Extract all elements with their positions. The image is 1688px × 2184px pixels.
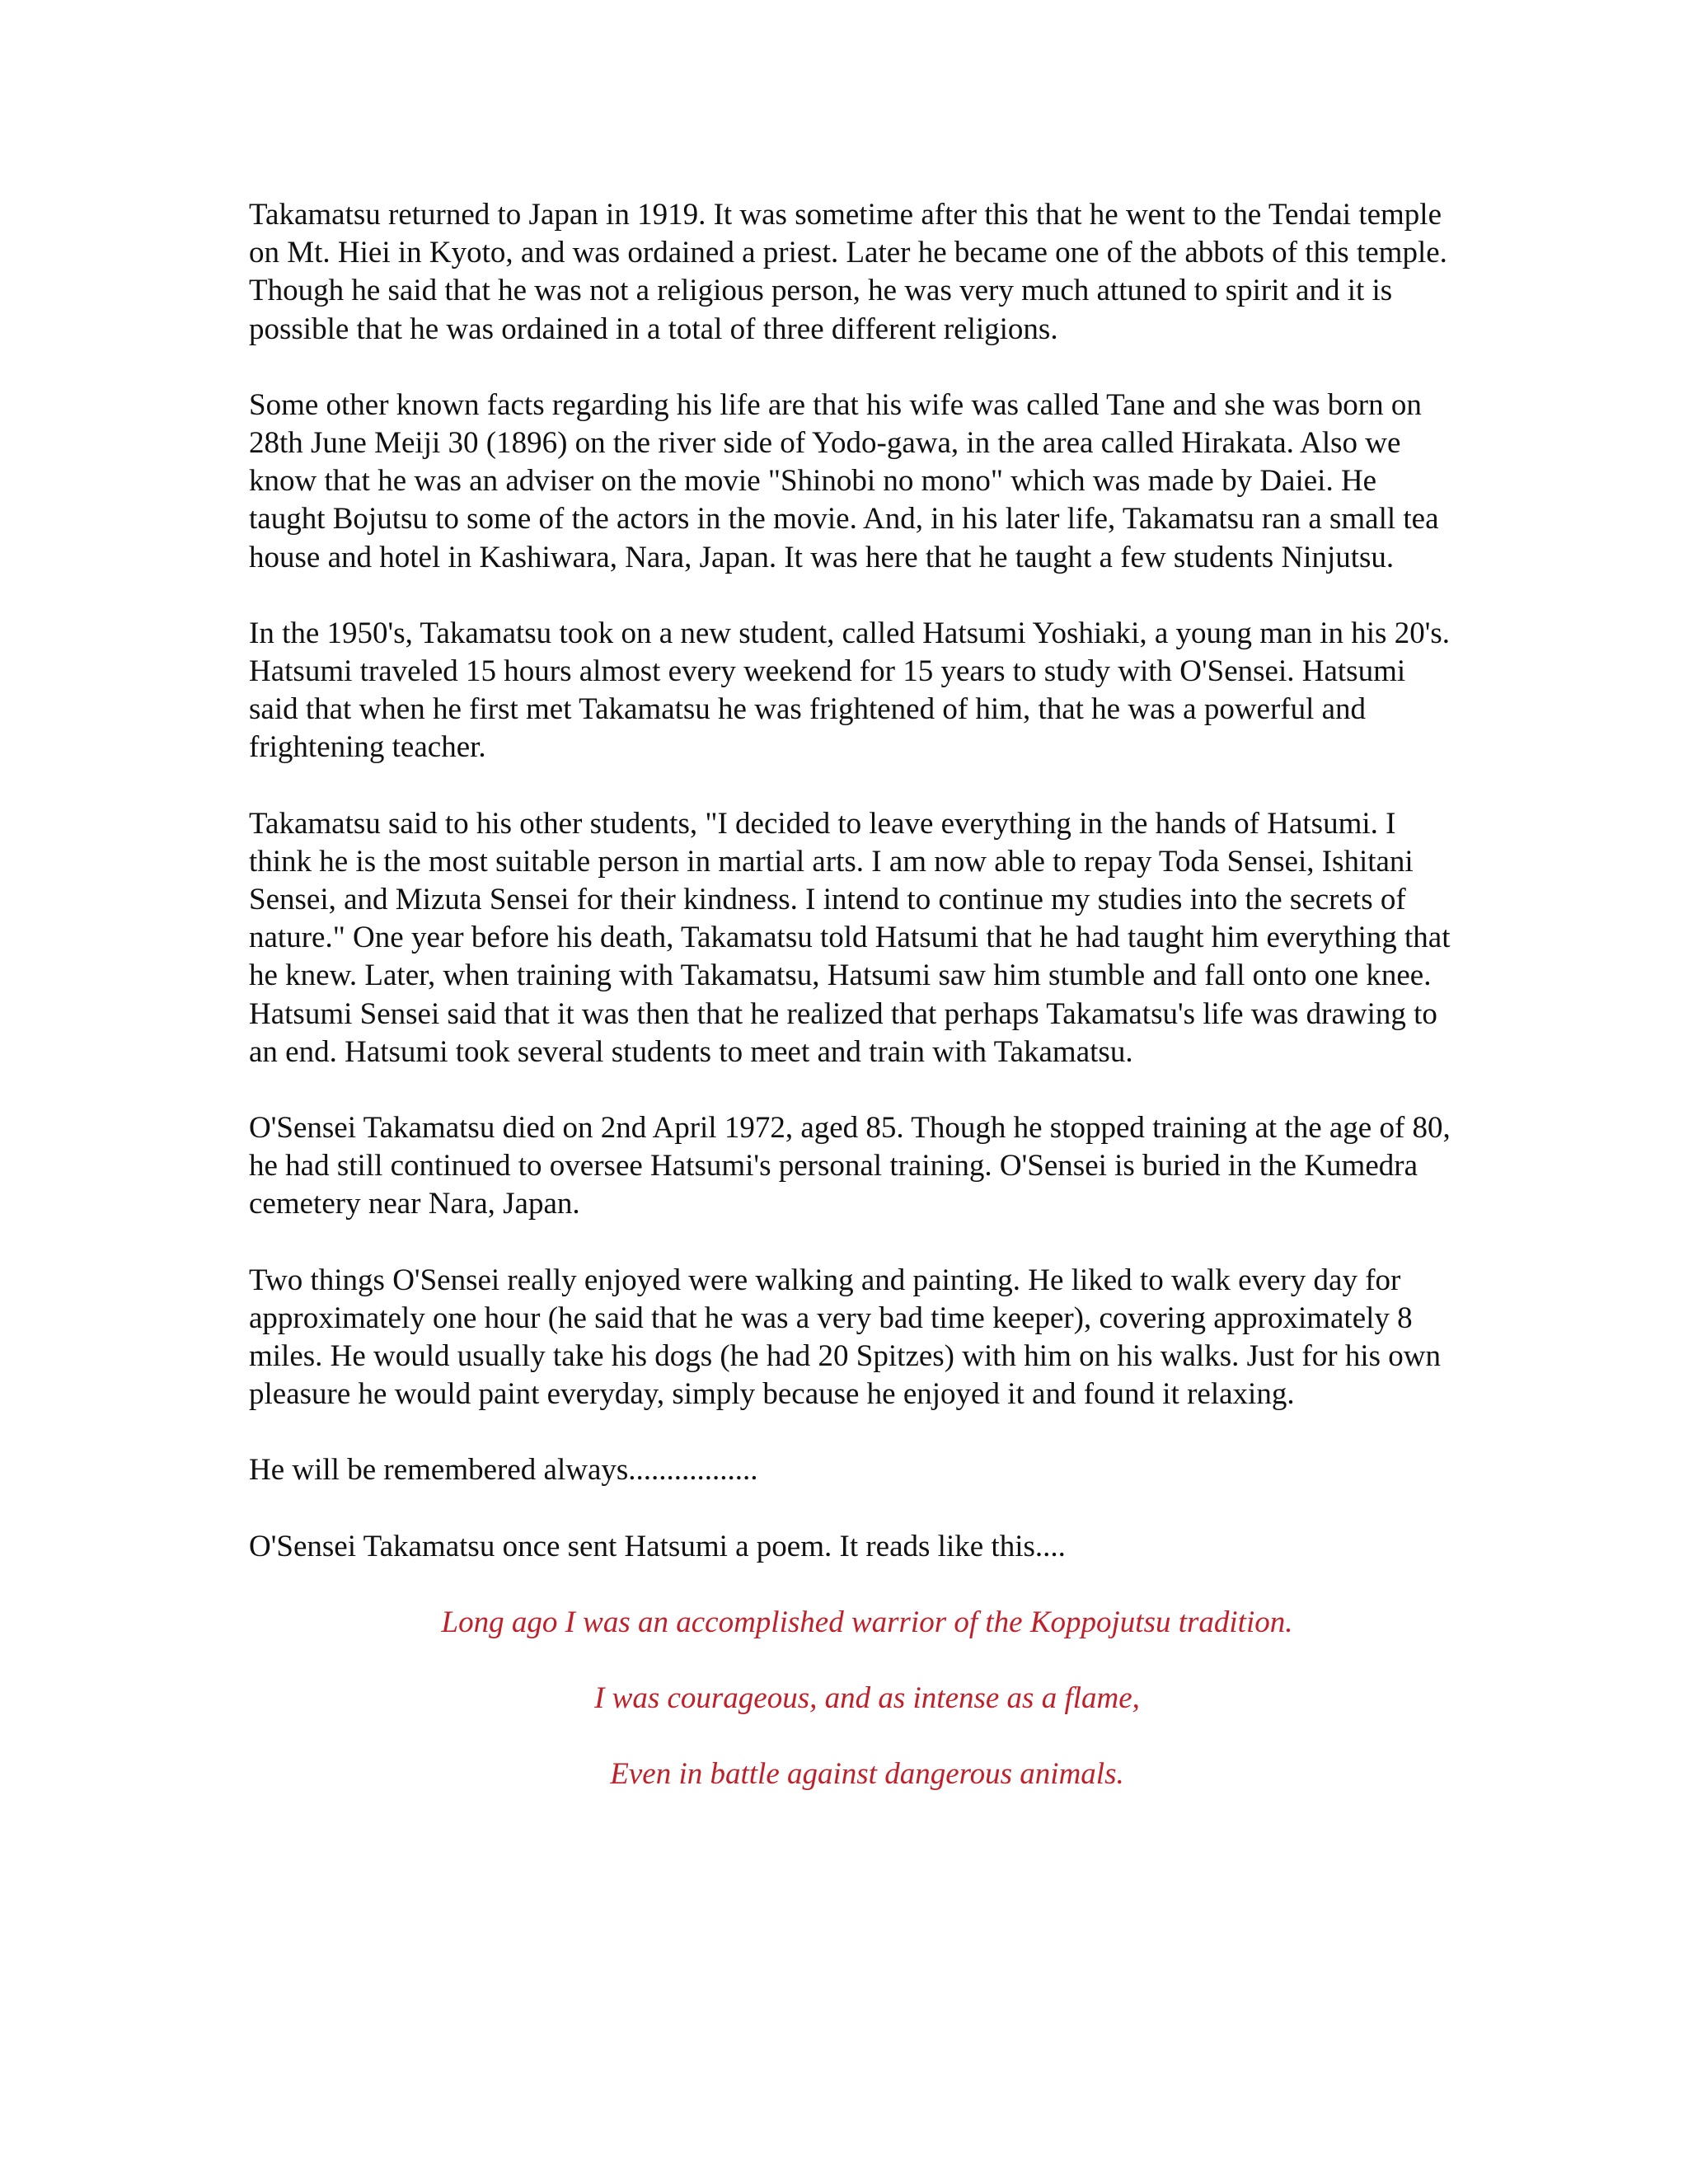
paragraph-remembered: He will be remembered always................. <box>249 1453 758 1488</box>
paragraph-hobbies: Two things O'Sensei really enjoyed were walking and painting. He liked to walk every day for approximately one hour (he said that he was a very bad time keeper), covering approximately 8 miles. He would usually take his dogs (he had 20 Spitzes) with him on his walks. Just for his own pleasure he would paint everyday, simply because he enjoyed it and found it relaxing. <box>249 1263 1441 1412</box>
poem-line: Long ago I was an accomplished warrior of the Koppojutsu tradition. <box>441 1605 1293 1639</box>
paragraph-new-student: In the 1950's, Takamatsu took on a new student, called Hatsumi Yoshiaki, a young man in his 20's. Hatsumi traveled 15 hours almost every weekend for 15 years to study with O'Sensei. Hatsumi said that when he first met Takamatsu he was frightened of him, that he was a powerful and frightening teacher. <box>249 616 1451 765</box>
paragraph-known-facts: Some other known facts regarding his life are that his wife was called Tane and she was born on 28th June Meiji 30 (1896) on the river side of Yodo-gawa, in the area called Hirakata. Also we know that he was an adviser on the movie "Shinobi no mono" which was made by Daiei. He taught Bojutsu to some of the actors in the movie. And, in his later life, Takamatsu ran a small tea house and hotel in Kashiwara, Nara, Japan. It was here that he taught a few students Ninjutsu. <box>249 387 1439 574</box>
paragraph-death: O'Sensei Takamatsu died on 2nd April 1972, aged 85. Though he stopped training at the age of 80, he had still continued to oversee Hatsumi's personal training. O'Sensei is buried in the Kumedra cemetery near Nara, Japan. <box>249 1111 1451 1221</box>
poem-line: I was courageous, and as intense as a flame, <box>594 1681 1140 1716</box>
paragraph-succession: Takamatsu said to his other students, "I decided to leave everything in the hands of Hatsumi. I think he is the most suitable person in martial arts. I am now able to repay Toda Sensei, Ishitani Sensei, and Mizuta Sensei for their kindness. I intend to continue my studies into the secrets of nature." One year before his death, Takamatsu told Hatsumi that he had taught him everything that he knew. Later, when training with Takamatsu, Hatsumi saw him stumble and fall onto one knee. Hatsumi Sensei said that it was then that he realized that perhaps Takamatsu's life was drawing to an end. Hatsumi took several students to meet and train with Takamatsu. <box>249 806 1451 1069</box>
poem-line: Even in battle against dangerous animals. <box>610 1757 1124 1792</box>
paragraph-poem-intro: O'Sensei Takamatsu once sent Hatsumi a poem. It reads like this.... <box>249 1529 1066 1563</box>
document-page <box>249 196 1452 1832</box>
poem <box>249 1604 1452 1794</box>
paragraph-return-to-japan: Takamatsu returned to Japan in 1919. It was sometime after this that he went to the Tendai temple on Mt. Hiei in Kyoto, and was ordained a priest. Later he became one of the abbots of this temple. Though he said that he was not a religious person, he was very much attuned to spirit and it is possible that he was ordained in a total of three different religions. <box>249 198 1447 346</box>
